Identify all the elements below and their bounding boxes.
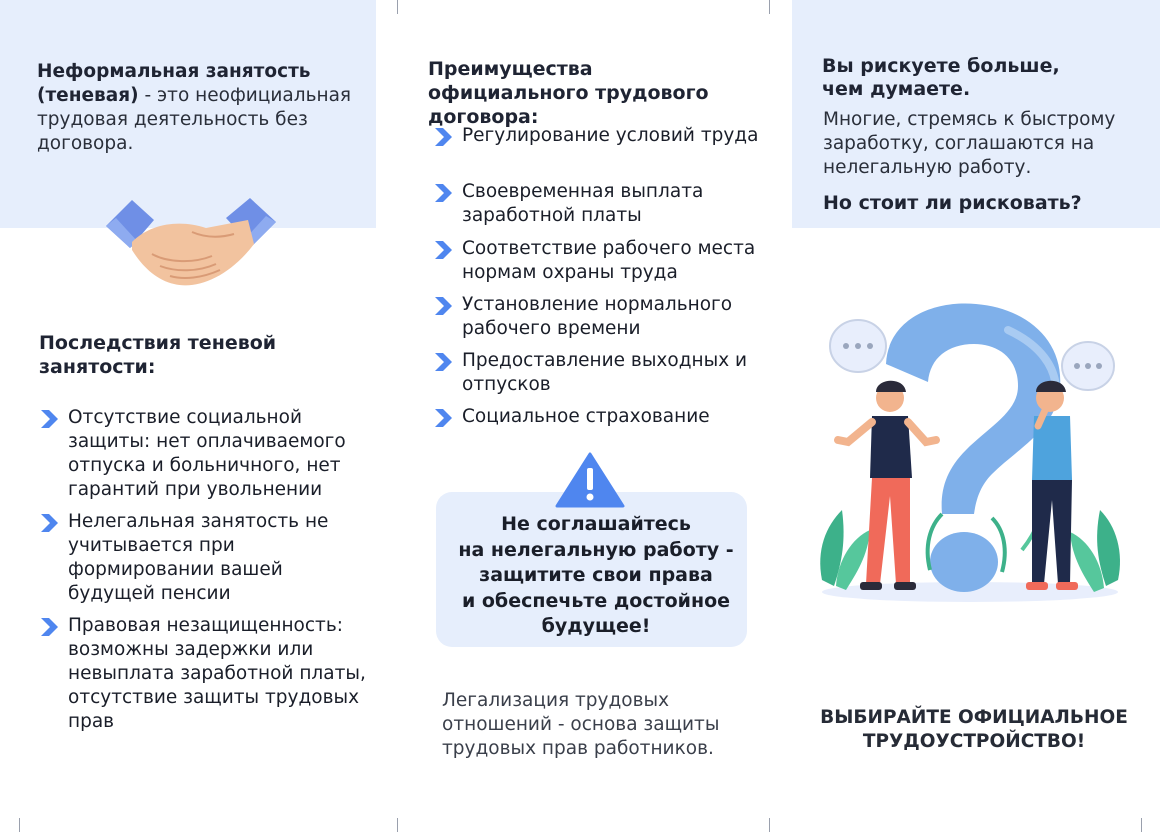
intro-rest: - это неофициальная трудовая деятельность без договора. [37, 85, 352, 154]
warning-line: на нелегальную работу - [458, 538, 734, 561]
list-item-text: Соответствие рабочего места нормам охраны труда [462, 238, 756, 283]
chevron-right-icon [38, 512, 60, 534]
crop-mark [19, 818, 20, 832]
list-item [432, 124, 762, 148]
handshake-icon [102, 198, 280, 292]
list-item [38, 510, 368, 606]
intro-bold: Неформальная занятость (теневая) [37, 61, 311, 106]
risk-question: Но стоит ли рисковать? [823, 192, 1082, 214]
warning-line: защитите свои права [479, 564, 713, 586]
list-item-text: Своевременная выплата заработной платы [462, 181, 704, 226]
chevron-right-icon [432, 126, 454, 148]
list-item [38, 406, 368, 502]
chevron-right-icon [432, 239, 454, 261]
chevron-right-icon [432, 182, 454, 204]
advantages-heading: Преимущества официального трудового договора: [428, 58, 709, 128]
list-item [432, 405, 782, 429]
warning-line: будущее! [541, 615, 651, 637]
chevron-right-icon [432, 351, 454, 373]
warning-text [446, 512, 746, 640]
list-item-text: Правовая незащищенность: возможны задержки или невыплата заработной платы, отсутствие защиты трудовых прав [68, 615, 366, 732]
crop-mark [1141, 818, 1142, 832]
list-item-text: Предоставление выходных и отпусков [462, 350, 748, 395]
list-item [38, 614, 398, 734]
risk-heading: Вы рискуете больше, чем думаете. [822, 55, 1060, 100]
chevron-right-icon [38, 408, 60, 430]
list-item [432, 349, 784, 397]
intro-text [37, 60, 372, 156]
list-item-text: Регулирование условий труда [462, 125, 759, 146]
warning-line: и обеспечьте достойное [461, 589, 731, 612]
list-item-text: Нелегальная занятость не учитывается при формировании вашей будущей пенсии [68, 511, 329, 604]
chevron-right-icon [38, 616, 60, 638]
list-item-text: Отсутствие социальной защиты: нет оплачиваемого отпуска и больничного, нет гарантий при увольнении [68, 407, 346, 500]
list-item [432, 237, 782, 285]
crop-mark [769, 818, 770, 832]
list-item [432, 180, 762, 228]
warning-line: Не соглашайтесь [501, 513, 691, 535]
chevron-right-icon [432, 407, 454, 429]
choose-official-text: ВЫБИРАЙТЕ ОФИЦИАЛЬНОЕ ТРУДОУСТРОЙСТВО! [820, 707, 1128, 752]
legalization-text: Легализация трудовых отношений - основа защиты трудовых прав работников. [442, 690, 720, 759]
list-item-text: Установление нормального рабочего времени [462, 294, 733, 339]
crop-mark [397, 0, 398, 14]
crop-mark [769, 0, 770, 14]
list-item-text: Социальное страхование [462, 406, 710, 427]
crop-mark [397, 818, 398, 832]
list-item [432, 293, 782, 341]
risk-text: Многие, стремясь к быстрому заработку, соглашаются на нелегальную работу. [823, 109, 1116, 178]
chevron-right-icon [432, 295, 454, 317]
warning-icon [555, 452, 625, 508]
consequences-heading: Последствия теневой занятости: [39, 332, 277, 378]
question-mark-illustration [812, 300, 1128, 608]
